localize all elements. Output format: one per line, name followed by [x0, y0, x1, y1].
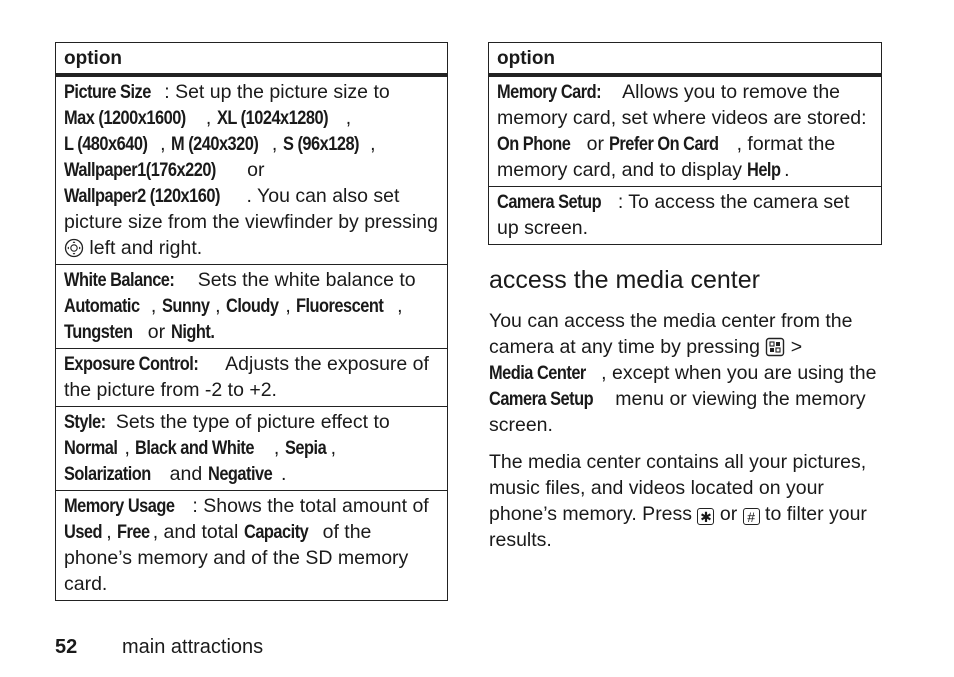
options-table-right — [488, 42, 882, 245]
footer-section-name: main attractions — [122, 636, 264, 658]
option-row-picture-size: Picture Size : Set up the picture size to Max (1200x1600) , XL (1024x1280) , L (480x640) , M (240x320) , S (96x128) , Wallpaper1(176x220) or Wallpaper2 (120x160) . You can also set picture size from the viewfinder by pressing left and right. — [56, 75, 448, 265]
option-label: Camera Setup — [497, 191, 602, 213]
option-label: Style: — [64, 411, 106, 433]
table-header: option — [56, 43, 448, 76]
option-label: Exposure Control: — [64, 353, 199, 375]
table-header: option — [489, 43, 882, 76]
options-table-left — [55, 42, 448, 601]
nav-key-icon — [64, 238, 84, 258]
option-row-white-balance: White Balance: Sets the white balance to Automatic , Sunny , Cloudy , Fluorescent , Tungsten or Night. — [56, 265, 448, 349]
hash-key-icon: # — [743, 508, 760, 525]
star-key-icon: ✱ — [697, 508, 714, 525]
option-row-exposure-control: Exposure Control: Adjusts the exposure of the picture from -2 to +2. — [56, 349, 448, 407]
intro-paragraph: You can access the media center from the camera at any time by pressing > Media Center , except when you are using the Camera Setup menu or viewing the memory screen. — [489, 310, 877, 436]
contents-paragraph: The media center contains all your pictures, music files, and videos located on your phone’s memory. Press ✱ or # to filter your results. — [489, 451, 867, 551]
option-label: Picture Size — [64, 81, 151, 103]
option-row-memory-usage: Memory Usage : Shows the total amount of Used , Free , and total Capacity of the phone’s memory and of the SD memory card. — [56, 491, 448, 601]
option-label: White Balance: — [64, 269, 175, 291]
option-label: Memory Card: — [497, 81, 602, 103]
menu-key-icon — [765, 337, 785, 357]
option-row-style: Style: Sets the type of picture effect to Normal , Black and White , Sepia , Solarization and Negative . — [56, 407, 448, 491]
option-row-camera-setup: Camera Setup : To access the camera set up screen. — [489, 187, 882, 245]
option-label: Memory Usage — [64, 495, 175, 517]
page-number: 52 — [55, 636, 78, 658]
option-row-memory-card: Memory Card: Allows you to remove the memory card, set where videos are stored: On Phone or Prefer On Card , format the memory card, and to display Help . — [489, 75, 882, 187]
section-title: access the media center — [489, 266, 760, 294]
